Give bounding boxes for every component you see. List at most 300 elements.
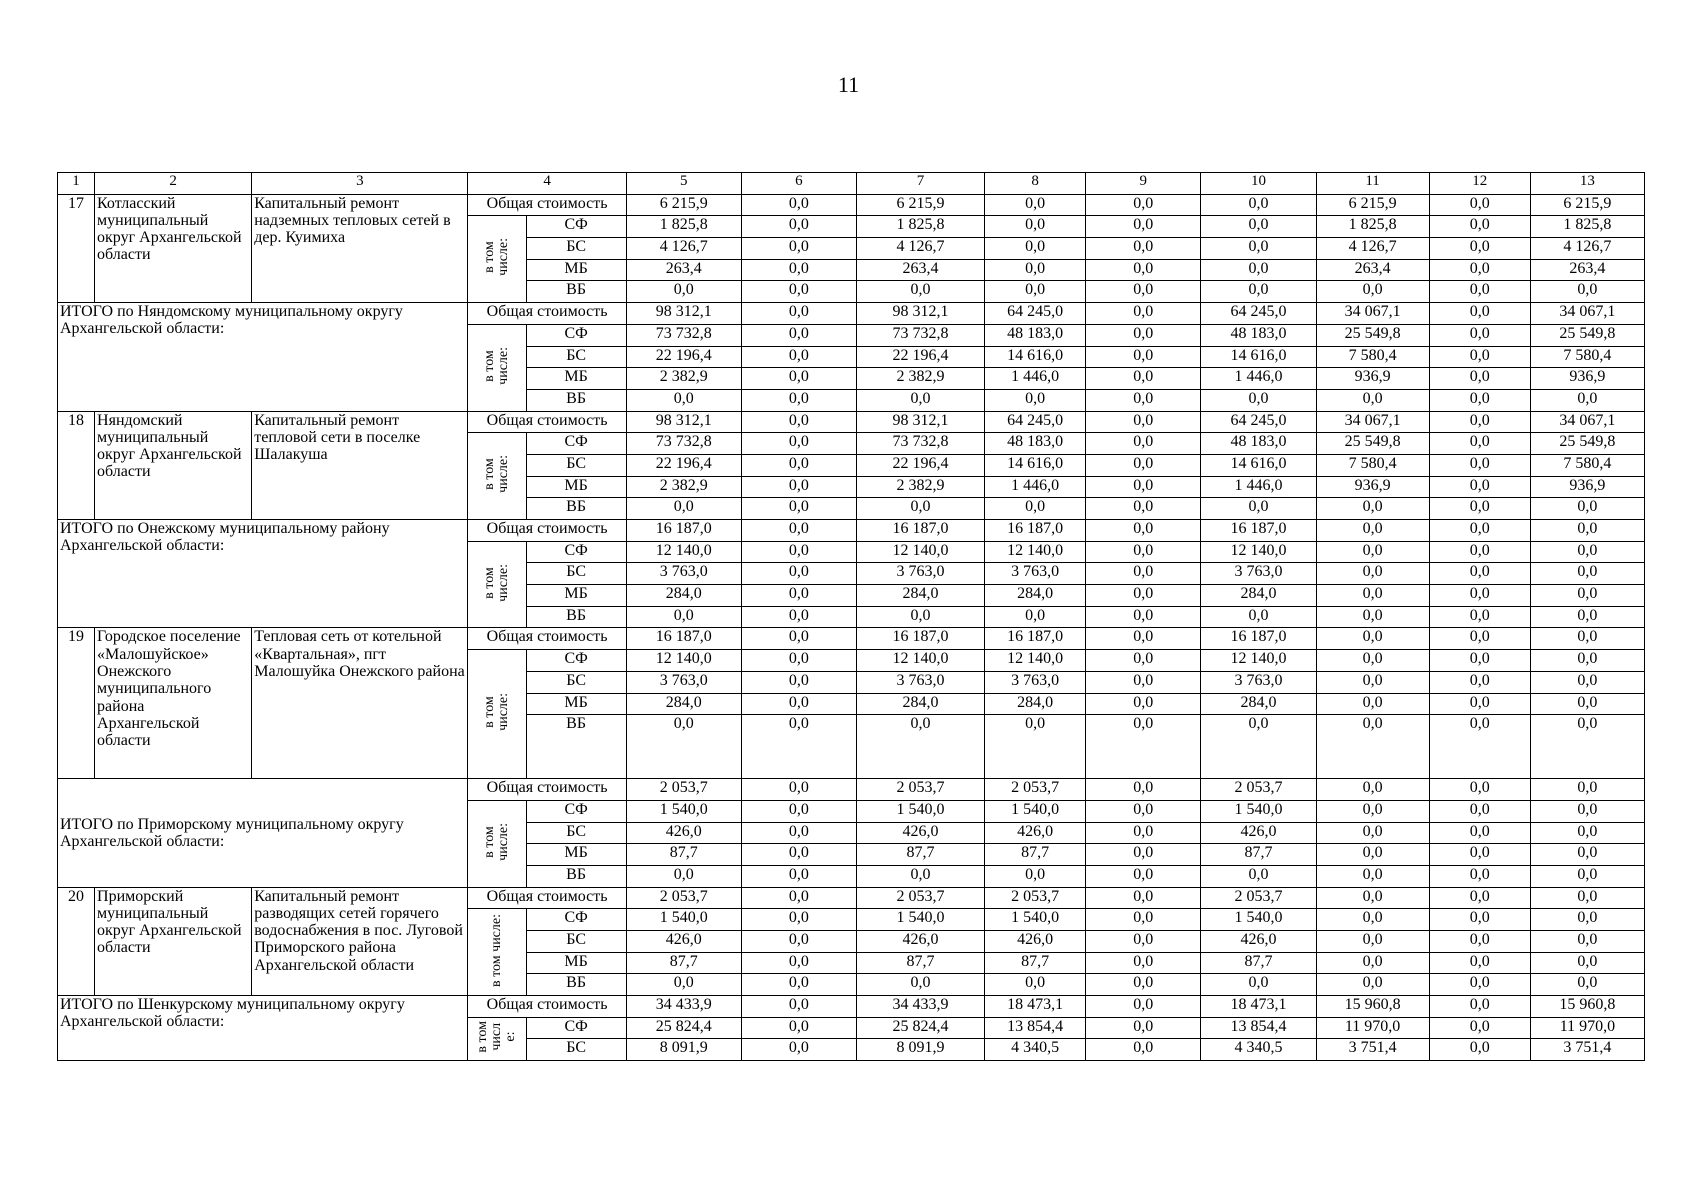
value-cell: 16 187,0	[985, 520, 1086, 542]
funding-source: ВБ	[526, 865, 626, 887]
value-cell: 0,0	[1530, 844, 1644, 866]
value-cell: 284,0	[626, 585, 741, 607]
value-cell: 87,7	[985, 844, 1086, 866]
value-cell: 25 549,8	[1530, 433, 1644, 455]
including-text: в том числе:	[482, 563, 512, 602]
funding-source: МБ	[526, 693, 626, 715]
value-cell: 0,0	[1316, 498, 1429, 520]
funding-source: БС	[526, 346, 626, 368]
column-number: 4	[468, 173, 626, 195]
value-cell: 22 196,4	[856, 346, 984, 368]
value-cell: 0,0	[1429, 693, 1530, 715]
total-cost-label: Общая стоимость	[468, 411, 626, 433]
including-label	[468, 433, 526, 520]
total-title: ИТОГО по Няндомскому муниципальному округу Архангельской области:	[58, 303, 468, 411]
value-cell: 0,0	[1429, 324, 1530, 346]
value-cell: 2 382,9	[626, 476, 741, 498]
value-cell: 4 126,7	[626, 238, 741, 260]
value-cell: 0,0	[856, 715, 984, 779]
value-cell: 426,0	[856, 822, 984, 844]
value-cell: 0,0	[1429, 628, 1530, 650]
value-cell: 87,7	[985, 952, 1086, 974]
value-cell: 936,9	[1316, 368, 1429, 390]
value-cell: 64 245,0	[1201, 411, 1316, 433]
column-number: 1	[58, 173, 95, 195]
value-cell: 0,0	[985, 498, 1086, 520]
column-number: 9	[1086, 173, 1201, 195]
value-cell: 16 187,0	[1201, 520, 1316, 542]
value-cell: 0,0	[741, 238, 856, 260]
value-cell: 48 183,0	[985, 433, 1086, 455]
value-cell: 0,0	[856, 498, 984, 520]
value-cell: 25 824,4	[856, 1017, 984, 1039]
value-cell: 0,0	[1429, 520, 1530, 542]
value-cell: 0,0	[1086, 281, 1201, 303]
value-cell: 0,0	[1086, 800, 1201, 822]
value-cell: 0,0	[741, 996, 856, 1018]
value-cell: 0,0	[1086, 389, 1201, 411]
value-cell: 0,0	[1429, 563, 1530, 585]
value-cell: 0,0	[985, 606, 1086, 628]
value-cell: 0,0	[1530, 585, 1644, 607]
value-cell: 426,0	[1201, 931, 1316, 953]
including-text: в том числе:	[482, 693, 512, 732]
value-cell: 16 187,0	[1201, 628, 1316, 650]
column-number: 7	[856, 173, 984, 195]
value-cell: 12 140,0	[985, 650, 1086, 672]
value-cell: 4 126,7	[1530, 238, 1644, 260]
value-cell: 0,0	[741, 865, 856, 887]
value-cell: 0,0	[1201, 194, 1316, 216]
value-cell: 0,0	[1086, 411, 1201, 433]
value-cell: 3 763,0	[626, 563, 741, 585]
funding-source: МБ	[526, 585, 626, 607]
value-cell: 426,0	[626, 931, 741, 953]
value-cell: 6 215,9	[1530, 194, 1644, 216]
funding-source: БС	[526, 454, 626, 476]
funding-source: БС	[526, 238, 626, 260]
value-cell: 0,0	[741, 281, 856, 303]
funding-source: БС	[526, 563, 626, 585]
value-cell: 0,0	[1429, 996, 1530, 1018]
value-cell: 0,0	[1086, 671, 1201, 693]
value-cell: 7 580,4	[1530, 454, 1644, 476]
value-cell: 2 053,7	[626, 887, 741, 909]
value-cell: 0,0	[1530, 909, 1644, 931]
value-cell: 3 763,0	[985, 563, 1086, 585]
value-cell: 0,0	[1429, 389, 1530, 411]
value-cell: 0,0	[1429, 887, 1530, 909]
value-cell: 34 433,9	[626, 996, 741, 1018]
value-cell: 0,0	[1086, 563, 1201, 585]
value-cell: 3 751,4	[1316, 1039, 1429, 1061]
value-cell: 0,0	[1316, 822, 1429, 844]
value-cell: 0,0	[1086, 476, 1201, 498]
funding-source: МБ	[526, 844, 626, 866]
value-cell: 1 446,0	[1201, 476, 1316, 498]
funding-source: МБ	[526, 368, 626, 390]
value-cell: 48 183,0	[985, 324, 1086, 346]
value-cell: 0,0	[1316, 931, 1429, 953]
value-cell: 0,0	[1316, 693, 1429, 715]
funding-source: МБ	[526, 952, 626, 974]
value-cell: 2 053,7	[1201, 779, 1316, 801]
value-cell: 87,7	[1201, 844, 1316, 866]
total-cost-label: Общая стоимость	[468, 303, 626, 325]
value-cell: 0,0	[741, 259, 856, 281]
value-cell: 0,0	[1530, 541, 1644, 563]
value-cell: 16 187,0	[856, 520, 984, 542]
value-cell: 2 053,7	[1201, 887, 1316, 909]
total-cost-label: Общая стоимость	[468, 887, 626, 909]
total-cost-label: Общая стоимость	[468, 194, 626, 216]
column-number: 2	[95, 173, 252, 195]
value-cell: 0,0	[856, 389, 984, 411]
value-cell: 0,0	[1086, 931, 1201, 953]
value-cell: 0,0	[985, 865, 1086, 887]
value-cell: 87,7	[856, 844, 984, 866]
value-cell: 12 140,0	[1201, 650, 1316, 672]
value-cell: 0,0	[1429, 974, 1530, 996]
value-cell: 73 732,8	[856, 324, 984, 346]
value-cell: 0,0	[1201, 974, 1316, 996]
value-cell: 0,0	[1316, 563, 1429, 585]
column-number: 12	[1429, 173, 1530, 195]
total-title: ИТОГО по Шенкурскому муниципальному округу Архангельской области:	[58, 996, 468, 1061]
value-cell: 0,0	[1086, 585, 1201, 607]
value-cell: 0,0	[1429, 498, 1530, 520]
value-cell: 98 312,1	[856, 303, 984, 325]
funding-source: ВБ	[526, 389, 626, 411]
value-cell: 0,0	[1086, 541, 1201, 563]
value-cell: 14 616,0	[1201, 346, 1316, 368]
value-cell: 426,0	[626, 822, 741, 844]
value-cell: 0,0	[1086, 454, 1201, 476]
value-cell: 0,0	[741, 476, 856, 498]
row-number: 17	[58, 194, 95, 302]
value-cell: 1 540,0	[856, 800, 984, 822]
value-cell: 87,7	[1201, 952, 1316, 974]
value-cell: 7 580,4	[1316, 346, 1429, 368]
funding-source: СФ	[526, 800, 626, 822]
value-cell: 0,0	[1530, 671, 1644, 693]
value-cell: 0,0	[741, 346, 856, 368]
value-cell: 7 580,4	[1316, 454, 1429, 476]
value-cell: 0,0	[1086, 715, 1201, 779]
value-cell: 3 763,0	[626, 671, 741, 693]
object-name: Капитальный ремонт разводящих сетей горячего водоснабжения в пос. Луговой Приморского района Архангельской области	[252, 887, 468, 995]
value-cell: 64 245,0	[985, 303, 1086, 325]
value-cell: 0,0	[1201, 498, 1316, 520]
value-cell: 1 825,8	[1316, 216, 1429, 238]
object-name: Тепловая сеть от котельной «Квартальная», пгт Малошуйка Онежского района	[252, 628, 468, 779]
value-cell: 0,0	[741, 520, 856, 542]
value-cell: 0,0	[1530, 650, 1644, 672]
value-cell: 0,0	[1429, 1039, 1530, 1061]
value-cell: 0,0	[1316, 952, 1429, 974]
value-cell: 0,0	[1086, 324, 1201, 346]
value-cell: 0,0	[741, 822, 856, 844]
value-cell: 0,0	[741, 563, 856, 585]
value-cell: 0,0	[1316, 650, 1429, 672]
value-cell: 1 540,0	[1201, 909, 1316, 931]
value-cell: 0,0	[1530, 887, 1644, 909]
value-cell: 2 053,7	[856, 887, 984, 909]
value-cell: 0,0	[1086, 238, 1201, 260]
value-cell: 0,0	[1086, 346, 1201, 368]
value-cell: 6 215,9	[856, 194, 984, 216]
value-cell: 6 215,9	[626, 194, 741, 216]
value-cell: 4 340,5	[1201, 1039, 1316, 1061]
object-row	[58, 887, 1645, 909]
value-cell: 0,0	[985, 194, 1086, 216]
value-cell: 2 382,9	[856, 476, 984, 498]
value-cell: 12 140,0	[856, 650, 984, 672]
value-cell: 0,0	[1429, 865, 1530, 887]
value-cell: 0,0	[626, 865, 741, 887]
value-cell: 0,0	[1429, 606, 1530, 628]
value-cell: 0,0	[741, 368, 856, 390]
value-cell: 0,0	[1086, 650, 1201, 672]
column-number: 8	[985, 173, 1086, 195]
value-cell: 3 763,0	[985, 671, 1086, 693]
value-cell: 0,0	[1316, 779, 1429, 801]
object-row	[58, 194, 1645, 216]
total-row	[58, 520, 1645, 542]
value-cell: 0,0	[1316, 909, 1429, 931]
value-cell: 0,0	[741, 715, 856, 779]
value-cell: 0,0	[626, 715, 741, 779]
value-cell: 0,0	[1086, 303, 1201, 325]
page-number: 11	[837, 72, 860, 97]
value-cell: 8 091,9	[856, 1039, 984, 1061]
value-cell: 0,0	[1086, 996, 1201, 1018]
header-row	[58, 173, 1645, 195]
value-cell: 0,0	[1086, 606, 1201, 628]
value-cell: 0,0	[741, 411, 856, 433]
total-title: ИТОГО по Онежскому муниципальному району Архангельской области:	[58, 520, 468, 628]
value-cell: 34 433,9	[856, 996, 984, 1018]
value-cell: 0,0	[741, 887, 856, 909]
value-cell: 0,0	[1316, 520, 1429, 542]
total-cost-label: Общая стоимость	[468, 628, 626, 650]
column-number: 6	[741, 173, 856, 195]
funding-source: СФ	[526, 216, 626, 238]
value-cell: 0,0	[1086, 844, 1201, 866]
value-cell: 0,0	[1086, 865, 1201, 887]
value-cell: 0,0	[1316, 974, 1429, 996]
value-cell: 22 196,4	[856, 454, 984, 476]
value-cell: 284,0	[1201, 693, 1316, 715]
value-cell: 12 140,0	[856, 541, 984, 563]
value-cell: 13 854,4	[1201, 1017, 1316, 1039]
municipality-name: Приморский муниципальный округ Архангельской области	[95, 887, 252, 995]
value-cell: 0,0	[1429, 541, 1530, 563]
value-cell: 98 312,1	[626, 303, 741, 325]
value-cell: 0,0	[1429, 411, 1530, 433]
funding-source: ВБ	[526, 974, 626, 996]
value-cell: 16 187,0	[626, 628, 741, 650]
value-cell: 1 446,0	[1201, 368, 1316, 390]
value-cell: 0,0	[1530, 498, 1644, 520]
value-cell: 0,0	[741, 498, 856, 520]
value-cell: 0,0	[741, 931, 856, 953]
value-cell: 1 540,0	[626, 800, 741, 822]
value-cell: 0,0	[741, 693, 856, 715]
value-cell: 34 067,1	[1530, 303, 1644, 325]
value-cell: 936,9	[1316, 476, 1429, 498]
value-cell: 0,0	[1086, 368, 1201, 390]
value-cell: 0,0	[1201, 216, 1316, 238]
value-cell: 3 763,0	[1201, 563, 1316, 585]
row-number: 18	[58, 411, 95, 519]
municipality-name: Няндомский муниципальный округ Архангельской области	[95, 411, 252, 519]
value-cell: 4 340,5	[985, 1039, 1086, 1061]
value-cell: 0,0	[985, 715, 1086, 779]
value-cell: 426,0	[985, 822, 1086, 844]
total-title: ИТОГО по Приморскому муниципальному округу Архангельской области:	[58, 779, 468, 887]
value-cell: 2 382,9	[626, 368, 741, 390]
value-cell: 0,0	[1429, 1017, 1530, 1039]
value-cell: 0,0	[626, 606, 741, 628]
including-text: в том числе:	[482, 455, 512, 493]
object-row	[58, 411, 1645, 433]
value-cell: 0,0	[626, 498, 741, 520]
column-number: 3	[252, 173, 468, 195]
value-cell: 0,0	[1086, 259, 1201, 281]
value-cell: 25 549,8	[1316, 433, 1429, 455]
value-cell: 13 854,4	[985, 1017, 1086, 1039]
value-cell: 0,0	[1530, 715, 1644, 779]
value-cell: 0,0	[1429, 368, 1530, 390]
value-cell: 0,0	[626, 281, 741, 303]
value-cell: 426,0	[856, 931, 984, 953]
value-cell: 0,0	[1201, 238, 1316, 260]
value-cell: 0,0	[741, 324, 856, 346]
value-cell: 0,0	[741, 1017, 856, 1039]
funding-source: СФ	[526, 324, 626, 346]
value-cell: 0,0	[985, 389, 1086, 411]
object-name: Капитальный ремонт надземных тепловых сетей в дер. Куимиха	[252, 194, 468, 302]
value-cell: 263,4	[626, 259, 741, 281]
value-cell: 0,0	[1086, 520, 1201, 542]
value-cell: 0,0	[741, 606, 856, 628]
including-text: в том числе:	[482, 346, 512, 385]
value-cell: 0,0	[1201, 606, 1316, 628]
value-cell: 0,0	[741, 1039, 856, 1061]
value-cell: 6 215,9	[1316, 194, 1429, 216]
value-cell: 0,0	[1429, 454, 1530, 476]
value-cell: 0,0	[1429, 909, 1530, 931]
value-cell: 18 473,1	[1201, 996, 1316, 1018]
value-cell: 0,0	[1201, 865, 1316, 887]
value-cell: 0,0	[1316, 389, 1429, 411]
value-cell: 4 126,7	[1316, 238, 1429, 260]
value-cell: 0,0	[626, 389, 741, 411]
value-cell: 0,0	[1086, 779, 1201, 801]
value-cell: 0,0	[1086, 194, 1201, 216]
value-cell: 263,4	[856, 259, 984, 281]
value-cell: 1 446,0	[985, 476, 1086, 498]
value-cell: 0,0	[1086, 628, 1201, 650]
object-row	[58, 628, 1645, 650]
value-cell: 87,7	[626, 952, 741, 974]
value-cell: 284,0	[856, 585, 984, 607]
including-text: в том числе:	[482, 238, 512, 277]
value-cell: 0,0	[1201, 259, 1316, 281]
value-cell: 0,0	[1201, 715, 1316, 779]
funding-source: МБ	[526, 259, 626, 281]
value-cell: 0,0	[741, 216, 856, 238]
value-cell: 12 140,0	[1201, 541, 1316, 563]
value-cell: 0,0	[1429, 822, 1530, 844]
value-cell: 0,0	[1530, 628, 1644, 650]
value-cell: 0,0	[856, 974, 984, 996]
value-cell: 14 616,0	[985, 454, 1086, 476]
value-cell: 0,0	[1429, 216, 1530, 238]
value-cell: 0,0	[1316, 281, 1429, 303]
value-cell: 64 245,0	[985, 411, 1086, 433]
including-label	[468, 216, 526, 303]
value-cell: 0,0	[1086, 887, 1201, 909]
value-cell: 22 196,4	[626, 454, 741, 476]
value-cell: 2 053,7	[985, 887, 1086, 909]
value-cell: 1 540,0	[1201, 800, 1316, 822]
value-cell: 0,0	[1429, 194, 1530, 216]
value-cell: 4 126,7	[856, 238, 984, 260]
including-text: в том числе:	[482, 822, 512, 861]
value-cell: 87,7	[626, 844, 741, 866]
value-cell: 936,9	[1530, 476, 1644, 498]
value-cell: 0,0	[741, 433, 856, 455]
value-cell: 0,0	[1429, 779, 1530, 801]
value-cell: 0,0	[741, 952, 856, 974]
value-cell: 0,0	[741, 844, 856, 866]
value-cell: 48 183,0	[1201, 433, 1316, 455]
including-label	[468, 324, 526, 411]
row-number: 19	[58, 628, 95, 779]
column-number: 11	[1316, 173, 1429, 195]
value-cell: 0,0	[1429, 650, 1530, 672]
funding-source: ВБ	[526, 606, 626, 628]
value-cell: 284,0	[856, 693, 984, 715]
funding-source: СФ	[526, 650, 626, 672]
funding-source: ВБ	[526, 715, 626, 779]
value-cell: 0,0	[741, 454, 856, 476]
value-cell: 22 196,4	[626, 346, 741, 368]
funding-source: СФ	[526, 433, 626, 455]
value-cell: 3 751,4	[1530, 1039, 1644, 1061]
column-number: 5	[626, 173, 741, 195]
value-cell: 0,0	[741, 541, 856, 563]
value-cell: 0,0	[1086, 952, 1201, 974]
value-cell: 1 540,0	[626, 909, 741, 931]
value-cell: 0,0	[1316, 541, 1429, 563]
value-cell: 64 245,0	[1201, 303, 1316, 325]
value-cell: 0,0	[1530, 974, 1644, 996]
value-cell: 25 549,8	[1316, 324, 1429, 346]
value-cell: 0,0	[1086, 909, 1201, 931]
funding-source: ВБ	[526, 281, 626, 303]
value-cell: 0,0	[985, 259, 1086, 281]
value-cell: 0,0	[1429, 585, 1530, 607]
value-cell: 0,0	[1530, 563, 1644, 585]
value-cell: 25 824,4	[626, 1017, 741, 1039]
value-cell: 0,0	[1429, 952, 1530, 974]
object-name: Капитальный ремонт тепловой сети в поселке Шалакуша	[252, 411, 468, 519]
value-cell: 0,0	[1201, 389, 1316, 411]
value-cell: 0,0	[1316, 844, 1429, 866]
